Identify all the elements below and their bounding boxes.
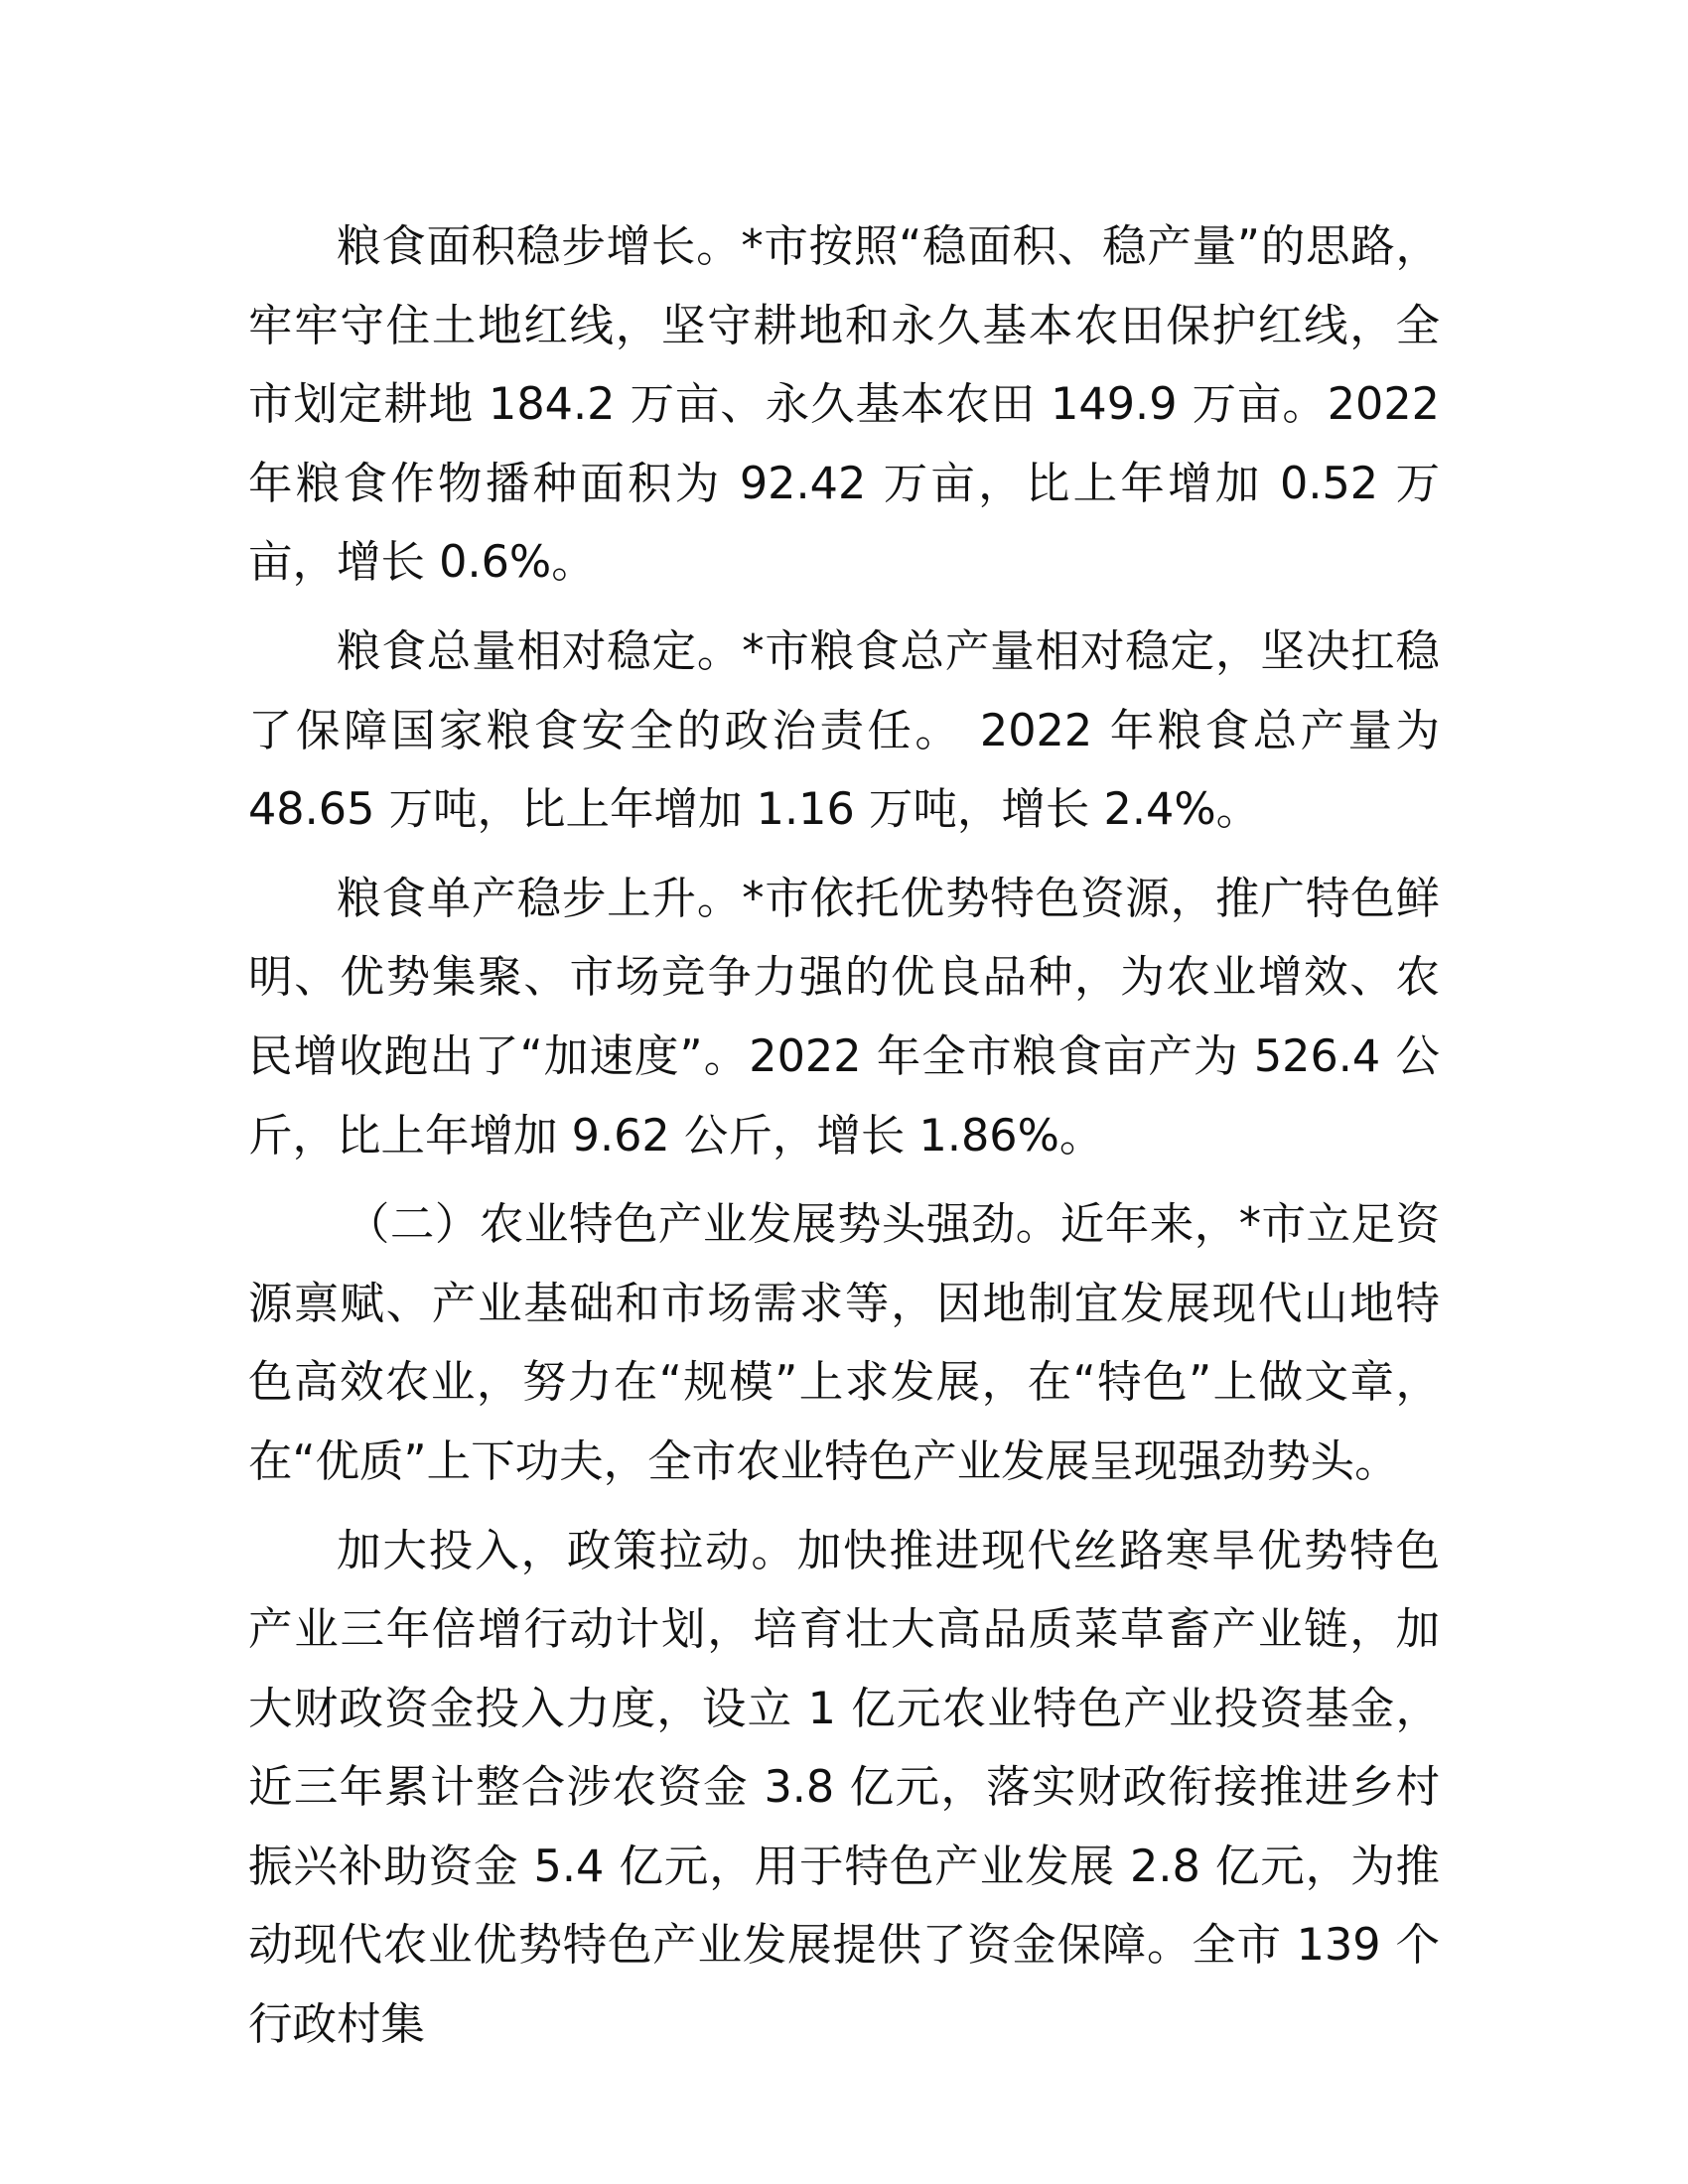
document-body bbox=[248, 207, 1440, 2065]
paragraph-policy-investment: 加大投入，政策拉动。加快推进现代丝路寒旱优势特色产业三年倍增行动计划，培育壮大高品质菜草畜产业链，加大财政资金投入力度，设立 1 亿元农业特色产业投资基金，近三年累计整合涉农资金 3.8 亿元，落实财政衔接推进乡村振兴补助资金 5.4 亿元，用于特色产业发展 2.8 亿元，为推动现代农业优势特色产业发展提供了资金保障。全市 139 个行政村集 bbox=[248, 1525, 1440, 2051]
paragraph-grain-output: 粮食总量相对稳定。*市粮食总产量相对稳定，坚决扛稳了保障国家粮食安全的政治责任。 2022 年粮食总产量为 48.65 万吨，比上年增加 1.16 万吨，增长 2.4%。 bbox=[248, 625, 1440, 836]
paragraph-grain-area: 粮食面积稳步增长。*市按照“稳面积、稳产量”的思路，牢牢守住土地红线，坚守耕地和永久基本农田保护红线，全市划定耕地 184.2 万亩、永久基本农田 149.9 万亩。2022 年粮食作物播种面积为 92.42 万亩，比上年增加 0.52 万亩，增长 0.6%。 bbox=[248, 221, 1440, 589]
paragraph-grain-yield: 粮食单产稳步上升。*市依托优势特色资源，推广特色鲜明、优势集聚、市场竞争力强的优良品种，为农业增效、农民增收跑出了“加速度”。2022 年全市粮食亩产为 526.4 公斤，比上年增加 9.62 公斤，增长 1.86%。 bbox=[248, 873, 1440, 1161]
paragraph-specialty-industry: （二）农业特色产业发展势头强劲。近年来，*市立足资源禀赋、产业基础和市场需求等，因地制宜发展现代山地特色高效农业，努力在“规模”上求发展，在“特色”上做文章，在“优质”上下功夫，全市农业特色产业发展呈现强劲势头。 bbox=[248, 1199, 1440, 1487]
